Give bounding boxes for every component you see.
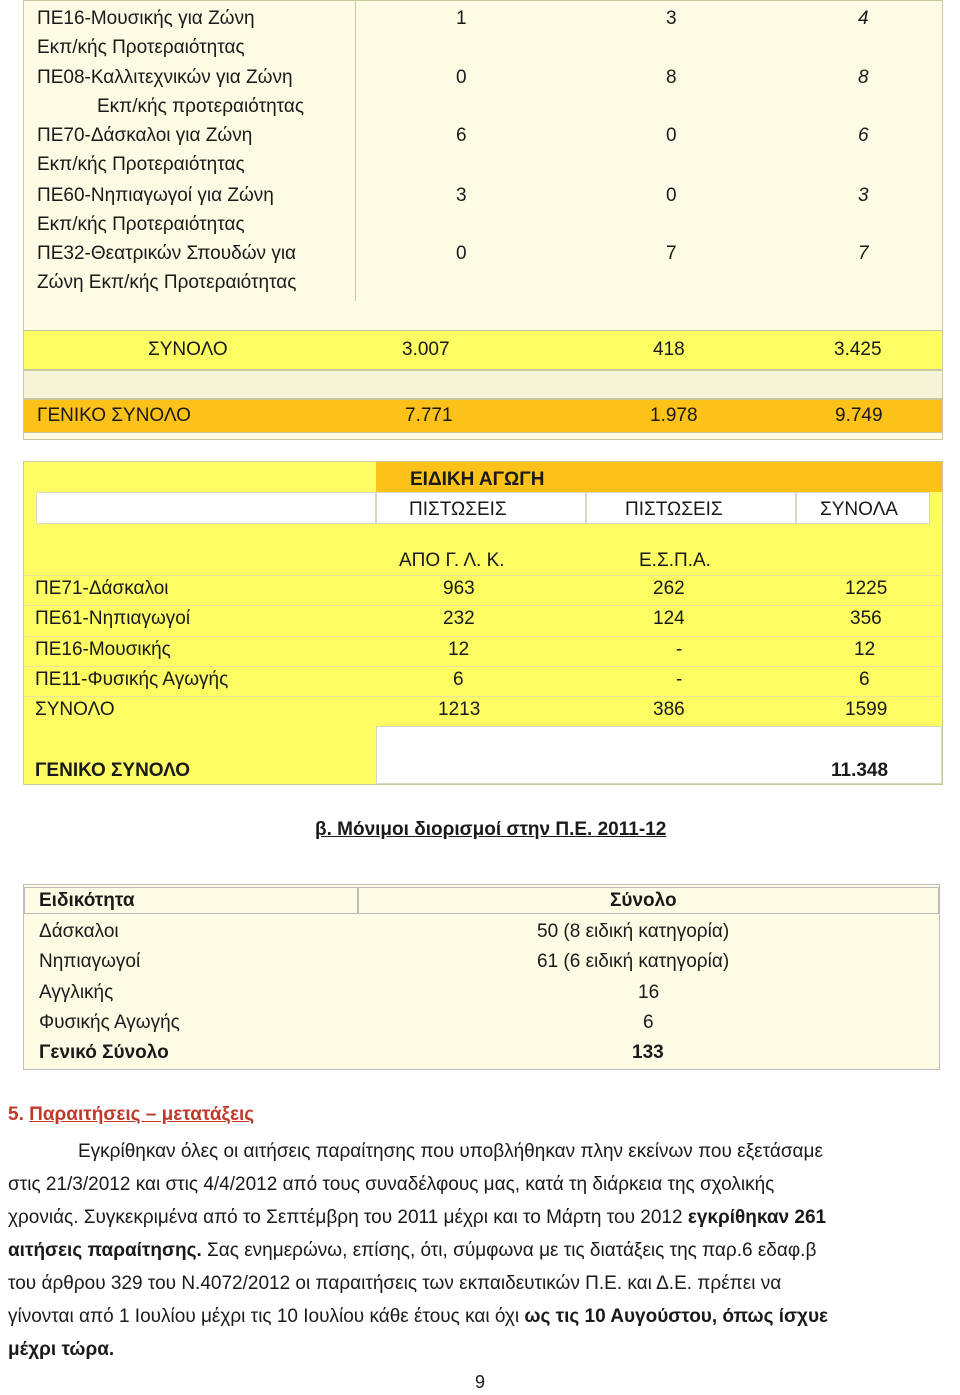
- table-cell: 7: [858, 243, 869, 264]
- table-row-label: ΠΕ11-Φυσικής Αγωγής: [35, 669, 229, 690]
- table-cell: 8: [666, 67, 677, 88]
- table-row-label: ΠΕ32-Θεατρικών Σπουδών για Ζώνη Εκπ/κής Προτεραιότητας: [37, 243, 297, 293]
- total-value: 418: [653, 339, 685, 360]
- grand-total-value: 9.749: [835, 405, 883, 426]
- table-cell: 6: [858, 125, 869, 146]
- column-divider: [355, 1, 356, 301]
- table-cell: 0: [456, 243, 467, 264]
- table-cell: -: [676, 639, 683, 660]
- table-cell: 0: [666, 185, 677, 206]
- grand-total-label: ΓΕΝΙΚΟ ΣΥΝΟΛΟ: [37, 405, 191, 426]
- grand-total-value: 1.978: [650, 405, 698, 426]
- table-cell: 4: [858, 8, 869, 29]
- table-zone-priority: [23, 0, 943, 440]
- total-value: 3.425: [834, 339, 882, 360]
- page-number: 9: [475, 1372, 486, 1392]
- column-header: ΣΥΝΟΛΑ: [820, 499, 898, 520]
- total-value: 3.007: [402, 339, 450, 360]
- table-cell: 3: [666, 8, 677, 29]
- table-cell: 50 (8 ειδική κατηγορία): [537, 921, 730, 942]
- table-row-label: ΠΕ16-Μουσικής: [35, 639, 171, 660]
- total-value: 133: [632, 1042, 664, 1063]
- column-header: ΠΙΣΤΩΣΕΙΣ: [409, 499, 507, 520]
- table-cell: 262: [653, 578, 685, 599]
- table-cell: 61 (6 ειδική κατηγορία): [537, 951, 730, 972]
- table-cell: 232: [443, 608, 475, 629]
- table-row-label: ΠΕ70-Δάσκαλοι για Ζώνη Εκπ/κής Προτεραιότητας: [37, 125, 253, 175]
- table-row-label: ΠΕ60-Νηπιαγωγοί για Ζώνη Εκπ/κής Προτεραιότητας: [37, 185, 274, 235]
- total-row: [24, 330, 942, 370]
- column-header: Ειδικότητα: [39, 890, 135, 911]
- section-title: ΕΙΔΙΚΗ ΑΓΩΓΗ: [410, 469, 545, 490]
- grand-total-row: [24, 399, 942, 433]
- table-row-label: Αγγλικής: [39, 982, 114, 1003]
- table-cell: 1225: [845, 578, 888, 599]
- table-row-label: ΠΕ61-Νηπιαγωγοί: [35, 608, 191, 629]
- table-cell: -: [676, 669, 683, 690]
- table-cell: 8: [858, 67, 869, 88]
- table-cell: 124: [653, 608, 685, 629]
- table-header-row: [24, 885, 939, 915]
- table-title: β. Μόνιμοι διορισμοί στην Π.Ε. 2011-12: [315, 819, 667, 840]
- table-cell: 356: [850, 608, 882, 629]
- table-row-label: Δάσκαλοι: [39, 921, 119, 942]
- table-cell: 0: [666, 125, 677, 146]
- total-value: 1599: [845, 699, 888, 720]
- table-permanent-appointments: [23, 884, 940, 1070]
- column-subheader: ΑΠΟ Γ. Λ. Κ.: [399, 550, 505, 571]
- table-cell: 6: [643, 1012, 654, 1033]
- table-row-label: ΠΕ08-Καλλιτεχνικών για Ζώνη Εκπ/κής προτεραιότητας: [37, 67, 305, 117]
- table-cell: 1: [456, 8, 467, 29]
- table-cell: 7: [666, 243, 677, 264]
- column-header: ΠΙΣΤΩΣΕΙΣ: [625, 499, 723, 520]
- column-subheader: Ε.Σ.Π.Α.: [639, 550, 711, 571]
- table-cell: 3: [858, 185, 869, 206]
- total-value: 386: [653, 699, 685, 720]
- body-paragraph: Εγκρίθηκαν όλες οι αιτήσεις παραίτησης που υποβλήθηκαν πλην εκείνων που εξετάσαμε στις 21/3/2012 και στις 4/4/2012 από τους συναδέλφους μας, κατά τη διάρκεια της σχολικής χρονιάς. Συγκεκριμένα από το Σεπτέμβρη του 2011 μέχρι και το Μάρτη του 2012 εγκρίθηκαν 261 αιτήσεις παραίτησης. Σας ενημερώνω, επίσης, ότι, σύμφωνα με τις διατάξεις της παρ.6 εδαφ.β του άρθρου 329 του Ν.4072/2012 οι παραιτήσεις των εκπαιδευτικών Π.Ε. και Δ.Ε. πρέπει να γίνονται από 1 Ιουλίου μέχρι τις 10 Ιουλίου κάθε έτους και όχι ως τις 10 Αυγούστου, όπως ίσχυε μέχρι τώρα.: [8, 1141, 829, 1360]
- column-header: Σύνολο: [610, 890, 677, 911]
- table-row-label: ΠΕ16-Μουσικής για Ζώνη Εκπ/κής Προτεραιότητας: [37, 8, 255, 58]
- grand-total-value: 11.348: [831, 760, 889, 781]
- table-cell: 6: [859, 669, 870, 690]
- table-row-label: Νηπιαγωγοί: [39, 951, 141, 972]
- total-label: ΣΥΝΟΛΟ: [35, 699, 115, 720]
- table-cell: 12: [854, 639, 876, 660]
- spacer-row: [24, 370, 942, 399]
- total-label: Γενικό Σύνολο: [39, 1042, 169, 1063]
- table-special-education: [23, 461, 943, 785]
- table-cell: 963: [443, 578, 475, 599]
- table-row-label: Φυσικής Αγωγής: [39, 1012, 180, 1033]
- grand-total-value: 7.771: [405, 405, 453, 426]
- header-cell: [36, 492, 376, 524]
- section-heading: 5. Παραιτήσεις – μετατάξεις: [8, 1104, 255, 1125]
- table-row-label: ΠΕ71-Δάσκαλοι: [35, 578, 169, 599]
- table-cell: 16: [638, 982, 660, 1003]
- table-cell: 6: [453, 669, 464, 690]
- table-cell: 12: [448, 639, 470, 660]
- table-cell: 0: [456, 67, 467, 88]
- grand-total-label: ΓΕΝΙΚΟ ΣΥΝΟΛΟ: [35, 760, 191, 781]
- table-cell: 3: [456, 185, 467, 206]
- total-value: 1213: [438, 699, 481, 720]
- table-cell: 6: [456, 125, 467, 146]
- total-label: ΣΥΝΟΛΟ: [148, 339, 228, 360]
